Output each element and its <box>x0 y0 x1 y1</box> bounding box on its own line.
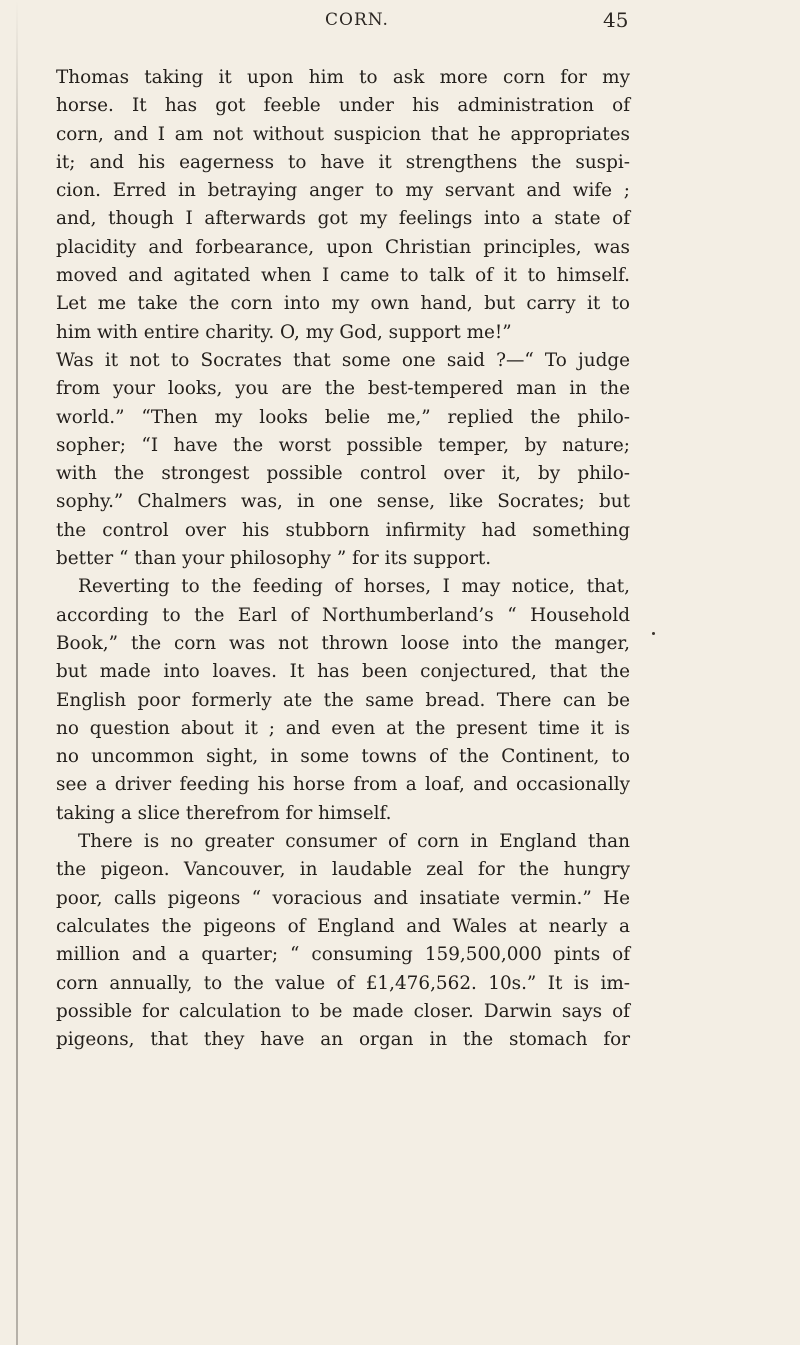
text-line: sopher; “I have the worst possible temper, by nature; <box>56 434 630 456</box>
gutter-shadow <box>16 0 18 1345</box>
paragraph-start-line: Reverting to the feeding of horses, I may notice, that, <box>78 576 630 598</box>
text-line: see a driver feeding his horse from a loaf, and occasionally <box>56 774 630 796</box>
text-line: from your looks, you are the best-tempered man in the <box>56 378 630 400</box>
text-line: placidity and forbearance, upon Christian principles, was <box>56 236 630 258</box>
text-line: English poor formerly ate the same bread. There can be <box>56 689 630 711</box>
text-line: possible for calculation to be made closer. Darwin says of <box>56 1000 630 1022</box>
text-line: poor, calls pigeons “ voracious and insatiate vermin.” He <box>56 887 630 909</box>
text-line: Book,” the corn was not thrown loose into the manger, <box>56 632 630 654</box>
text-line: million and a quarter; “ consuming 159,500,000 pints of <box>56 944 630 966</box>
text-line: Let me take the corn into my own hand, but carry it to <box>56 293 630 315</box>
margin-mark <box>652 632 655 635</box>
page-number: 45 <box>603 8 629 32</box>
paragraph-start-line: There is no greater consumer of corn in England than <box>78 831 630 853</box>
text-line: it; and his eagerness to have it strengthens the suspi- <box>56 151 630 173</box>
text-line: moved and agitated when I came to talk of it to himself. <box>56 265 630 287</box>
text-line: the control over his stubborn infirmity had something <box>56 519 630 541</box>
text-line: Was it not to Socrates that some one said ?—“ To judge <box>56 349 630 371</box>
text-line: him with entire charity. O, my God, support me!” <box>56 321 512 343</box>
text-line: cion. Erred in betraying anger to my servant and wife ; <box>56 180 630 202</box>
text-line: but made into loaves. It has been conjectured, that the <box>56 661 630 683</box>
text-line: Thomas taking it upon him to ask more corn for my <box>56 67 630 88</box>
text-line: and, though I afterwards got my feelings into a state of <box>56 208 630 230</box>
text-line: corn annually, to the value of £1,476,562. 10s.” It is im- <box>56 972 630 994</box>
text-line: pigeons, that they have an organ in the stomach for <box>56 1029 630 1051</box>
text-line: better “ than your philosophy ” for its support. <box>56 548 492 570</box>
text-line: no question about it ; and even at the present time it is <box>56 717 630 739</box>
body-text <box>56 64 630 1054</box>
page-header <box>0 10 800 50</box>
text-line: horse. It has got feeble under his administration of <box>56 95 630 117</box>
text-line: the pigeon. Vancouver, in laudable zeal for the hungry <box>56 859 630 881</box>
running-head: CORN. <box>325 10 389 30</box>
text-line: calculates the pigeons of England and Wales at nearly a <box>56 915 630 937</box>
text-line: according to the Earl of Northumberland’s “ Household <box>56 604 630 626</box>
text-line: taking a slice therefrom for himself. <box>56 802 392 824</box>
text-line: sophy.” Chalmers was, in one sense, like Socrates; but <box>56 491 630 513</box>
text-line: world.” “Then my looks belie me,” replied the philo- <box>56 406 630 428</box>
text-line: with the strongest possible control over it, by philo- <box>56 463 630 485</box>
text-line: no uncommon sight, in some towns of the Continent, to <box>56 746 630 768</box>
text-line: corn, and I am not without suspicion that he appropriates <box>56 123 630 145</box>
